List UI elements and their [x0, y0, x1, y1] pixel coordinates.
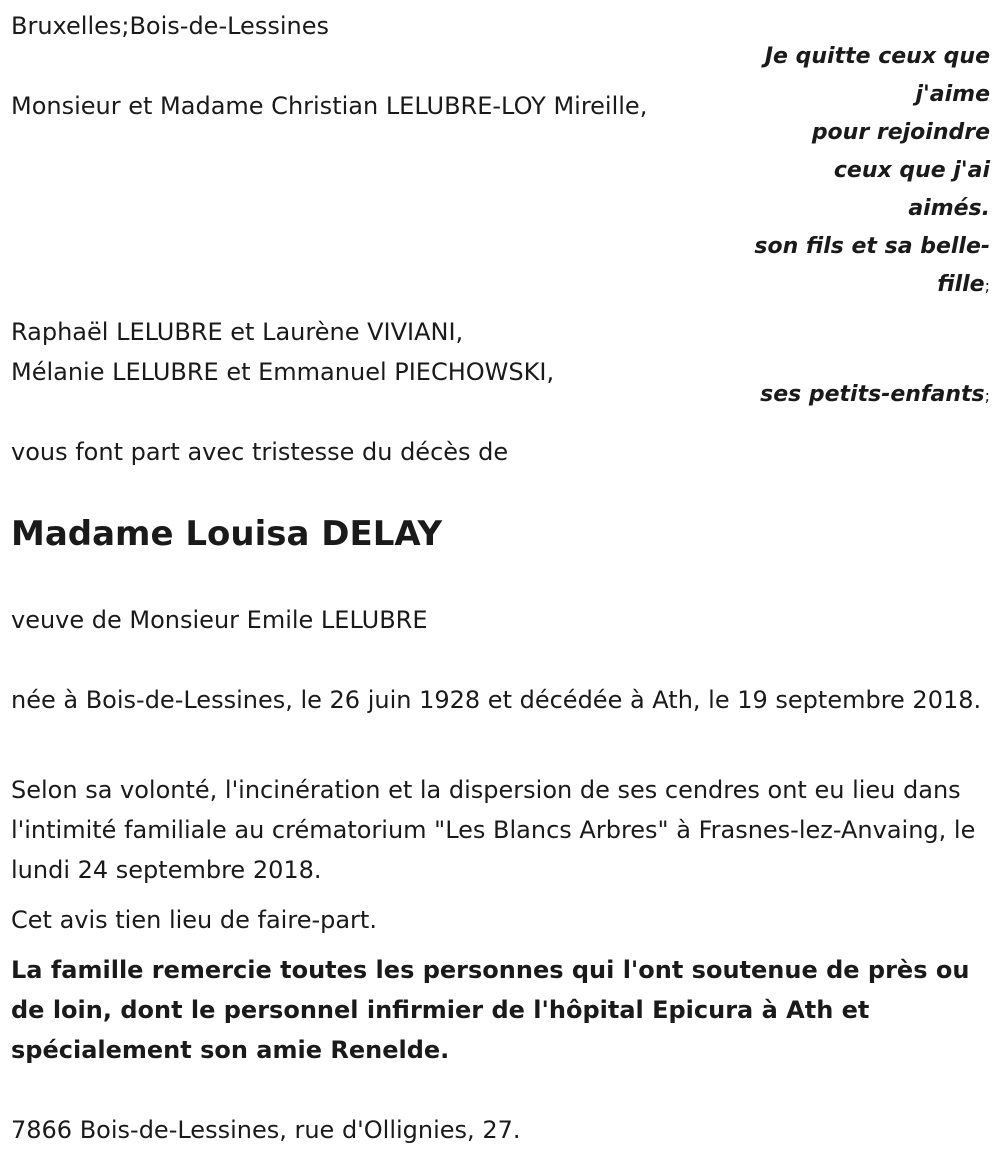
- grandchildren-relation: ses petits-enfants: [760, 382, 985, 407]
- quote-line: aimés.: [908, 196, 990, 221]
- widow-of: veuve de Monsieur Emile LELUBRE: [11, 606, 428, 634]
- quote-line: pour rejoindre: [811, 120, 990, 145]
- child-relation-end: fille: [937, 272, 985, 297]
- thanks: La famille remercie toutes les personnes qui l'ont soutenue de près ou de loin, dont le personnel infirmier de l'hôpital Epicura à Ath et spécialement son amie Renelde.: [11, 956, 970, 1064]
- grandchild-1: Raphaël LELUBRE et Laurène VIVIANI,: [11, 318, 464, 346]
- quote-line: j'aime: [915, 82, 990, 107]
- separator: ;: [984, 276, 990, 295]
- announcement: vous font part avec tristesse du décès de: [11, 438, 509, 466]
- quote-line: Je quitte ceux que: [764, 44, 990, 69]
- child-relation: son fils et sa belle-: [754, 234, 990, 259]
- deceased-name: Madame Louisa DELAY: [11, 514, 443, 554]
- ceremony: Selon sa volonté, l'incinération et la dispersion de ses cendres ont eu lieu dans l'intimité familiale au crématorium "Les Blancs Arbres" à Frasnes-lez-Anvaing, le lundi 24 septembre 2018.: [11, 776, 976, 884]
- address: 7866 Bois-de-Lessines, rue d'Ollignies, 27.: [11, 1116, 521, 1144]
- grandchildren-relation-line: [760, 376, 990, 415]
- header-location: Bruxelles;Bois-de-Lessines: [11, 12, 329, 40]
- child-relation-end-line: [754, 266, 990, 305]
- epitaph-quote: [754, 38, 990, 305]
- grandchild-2: Mélanie LELUBRE et Emmanuel PIECHOWSKI,: [11, 358, 555, 386]
- child-line: Monsieur et Madame Christian LELUBRE-LOY Mireille,: [11, 92, 648, 120]
- notice: Cet avis tien lieu de faire-part.: [11, 906, 377, 934]
- separator: ;: [984, 386, 990, 405]
- quote-line: ceux que j'ai: [833, 158, 990, 183]
- birth-death: née à Bois-de-Lessines, le 26 juin 1928 et décédée à Ath, le 19 septembre 2018.: [11, 686, 982, 714]
